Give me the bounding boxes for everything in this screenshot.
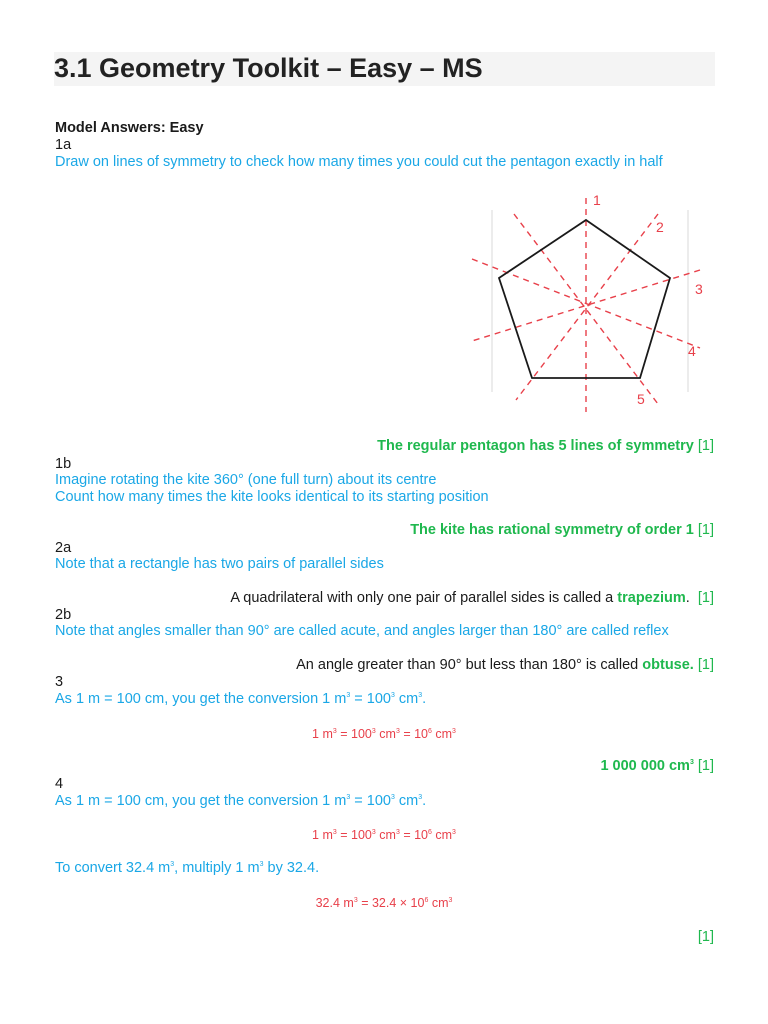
page-title: 3.1 Geometry Toolkit – Easy – MS — [54, 53, 483, 83]
symmetry-label-3: 3 — [695, 281, 703, 297]
answer-3: 1 000 000 $cm^3$ [1] — [600, 758, 714, 774]
working-3: 1 $m^3 = 100^3$ $cm^3 = 10^6$ $cm^3$ — [312, 727, 456, 741]
mark-2a: [1] — [697, 590, 714, 606]
hint-3: As 1 m = 100 cm, you get the conversion 1 $m^3 = 100^3$ $cm^3$. — [55, 691, 427, 707]
answer-1a-text: The regular pentagon has 5 lines of symmetry — [377, 438, 694, 454]
hint-1b-count: Count how many times the kite looks identical to its starting position — [55, 489, 489, 505]
mark-3: [1] — [697, 758, 714, 774]
symmetry-label-5: 5 — [637, 391, 645, 407]
answer-2a-period: . — [685, 590, 690, 606]
answer-2a-keyword: trapezium — [617, 590, 686, 606]
pentagon-symmetry-diagram — [468, 190, 718, 412]
hint-1a: Draw on lines of symmetry to check how many times you could cut the pentagon exactly in half — [55, 154, 663, 170]
symmetry-label-4: 4 — [688, 343, 696, 359]
question-label-1b: 1b — [55, 456, 72, 472]
hint-2b: Note that angles smaller than 90° are called acute, and angles larger than 180° are called reflex — [55, 623, 669, 639]
question-label-2b: 2b — [55, 607, 72, 623]
question-label-1a: 1a — [55, 137, 72, 153]
answer-2b-text: An angle greater than 90° but less than 180° is called — [296, 657, 639, 673]
working-4: 1 $m^3 = 100^3$ $cm^3 = 10^6$ $cm^3$ — [312, 828, 456, 842]
answer-1b — [410, 521, 714, 539]
hint-4: As 1 m = 100 cm, you get the conversion 1 $m^3 = 100^3$ $cm^3$. — [55, 793, 427, 809]
mark-1b: [1] — [697, 522, 714, 538]
question-label-4: 4 — [55, 776, 64, 792]
symmetry-line-2 — [516, 214, 658, 400]
mark-1a: [1] — [697, 438, 714, 454]
answer-2a — [230, 589, 714, 607]
section-heading: Model Answers: Easy — [55, 120, 204, 136]
hint-1b-rotate: Imagine rotating the kite 360° (one full turn) about its centre — [55, 472, 437, 488]
answer-2b — [296, 656, 714, 674]
symmetry-label-1: 1 — [593, 192, 601, 208]
hint-2a: Note that a rectangle has two pairs of parallel sides — [55, 556, 384, 572]
answer-2b-keyword: obtuse. — [642, 657, 694, 673]
answer-1b-text: The kite has rational symmetry of order 1 — [410, 522, 694, 538]
mark-2b: [1] — [697, 657, 714, 673]
question-label-2a: 2a — [55, 540, 72, 556]
question-label-3: 3 — [55, 674, 64, 690]
hint-4-convert: To convert 32.4 $m^3$, multiply 1 $m^3$ by 32.4. — [55, 860, 320, 876]
calculation-4: 32.4 $m^3 = 32.4 \times 10^6$ $cm^3$ — [315, 896, 453, 910]
mark-4: [1] — [697, 929, 714, 945]
answer-2a-text: A quadrilateral with only one pair of parallel sides is called a — [230, 590, 614, 606]
answer-3-text: 1 000 000 cm — [600, 758, 690, 774]
symmetry-label-2: 2 — [656, 219, 664, 235]
answer-1a — [377, 437, 714, 455]
regular-pentagon — [499, 220, 670, 378]
